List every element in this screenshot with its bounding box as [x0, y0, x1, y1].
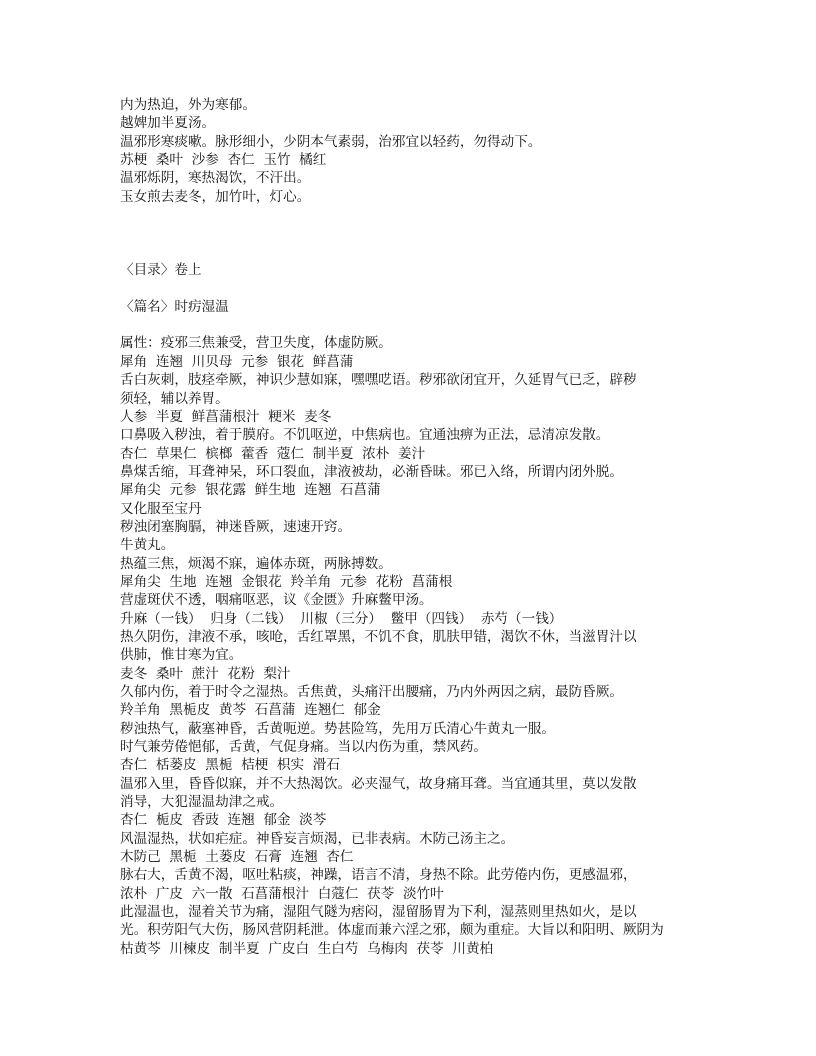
text-line: 舌白灰刺，肢痉牵厥，神识少慧如寐，嘿嘿呓语。秽邪欲闭宜开，久延胃气已乏，辟秽 [120, 372, 637, 389]
text-line: 杏仁 栝蒌皮 黑栀 桔梗 枳实 滑石 [120, 757, 340, 774]
blank-line [120, 279, 664, 297]
text-line: 〈篇名〉时疠湿温 [120, 298, 229, 315]
text-line: 犀角尖 元参 银花露 鲜生地 连翘 石菖蒲 [120, 482, 381, 499]
text-line: 风温湿热，状如疟症。神昏妄言烦渴，已非表病。木防己汤主之。 [120, 830, 515, 847]
text-line: 木防己 黑栀 土蒌皮 石膏 连翘 杏仁 [120, 849, 354, 866]
text-line: 内为热迫，外为寒郁。 [120, 97, 256, 113]
text-line: 供肺，惟甘寒为宜。 [120, 647, 243, 664]
text-line: 犀角尖 生地 连翘 金银花 羚羊角 元参 花粉 菖蒲根 [120, 573, 453, 590]
text-line: 玉女煎去麦冬，加竹叶，灯心。 [120, 188, 311, 205]
text-line: 越婢加半夏汤。 [120, 115, 216, 132]
text-line: 人参 半夏 鲜菖蒲根汁 粳米 麦冬 [120, 408, 332, 425]
text-line: 温邪形寒痰嗽。脉形细小，少阴本气素弱，治邪宜以轻药，勿得动下。 [120, 133, 542, 150]
text-line: 时气兼劳倦悒郁，舌黄，气促身痛。当以内伤为重，禁风药。 [120, 739, 488, 756]
text-line: 口鼻吸入秽浊，着于膜府。不饥呕逆，中焦病也。宜通浊痹为正法，忌清凉发散。 [120, 427, 610, 444]
text-line: 杏仁 栀皮 香豉 连翘 郁金 淡芩 [120, 812, 327, 829]
text-line: 麦冬 桑叶 蔗汁 花粉 梨汁 [120, 665, 291, 682]
text-line: 鼻煤舌缩，耳聋神呆，环口裂血，津液被劫，必渐昏昧。邪已入络，所谓内闭外脱。 [120, 463, 623, 480]
text-line: 又化服至宝丹 [120, 500, 202, 517]
text-line: 久郁内伤，着于时令之湿热。舌焦黄，头痛汗出腰痛，乃内外两因之病，最防昏厥。 [120, 684, 623, 700]
document-body [120, 96, 664, 958]
blank-line [120, 224, 664, 242]
text-line: 此湿温也，湿着关节为痛，湿阻气隧为痞闷，湿留肠胃为下利，湿蒸则里热如火，是以 [120, 904, 637, 921]
text-line: 秽浊热气，蔽塞神昏，舌黄呃逆。势甚险笃，先用万氏清心牛黄丸一服。 [120, 720, 555, 737]
text-line: 枯黄芩 川楝皮 制半夏 广皮白 生白芍 乌梅肉 茯苓 川黄柏 [120, 940, 494, 957]
text-line: 热久阴伤，津液不承，咳呛，舌红罩黑，不饥不食，肌肤甲错，渴饮不休，当滋胃汁以 [120, 628, 637, 645]
blank-line [120, 243, 664, 261]
text-line: 杏仁 草果仁 槟榔 藿香 蔻仁 制半夏 浓朴 姜汁 [120, 445, 426, 462]
text-line: 热蕴三焦，烦渴不寐，遍体赤斑，两脉搏数。 [120, 555, 392, 572]
text-line: 浓朴 广皮 六一散 石菖蒲根汁 白蔻仁 茯苓 淡竹叶 [120, 885, 444, 902]
text-line: 犀角 连翘 川贝母 元参 银花 鲜菖蒲 [120, 353, 354, 370]
blank-line [120, 316, 664, 334]
text-line: 温邪入里，昏昏似寐，并不大热渴饮。必夹湿气，故身痛耳聋。当宜通其里，莫以发散 [120, 775, 637, 792]
text-line: 脉右大，舌黄不渴，呕吐粘痰，神躁，语言不清，身热不除。此劳倦内伤，更感温邪， [120, 867, 637, 884]
text-line: 苏梗 桑叶 沙参 杏仁 玉竹 橘红 [120, 152, 327, 169]
text-line: 温邪烁阴，寒热渴饮，不汗出。 [120, 170, 311, 187]
text-line: 须轻，辅以养胃。 [120, 390, 229, 407]
text-line: 〈目录〉卷上 [120, 262, 202, 279]
text-line: 秽浊闭塞胸膈，神迷昏厥，速速开窍。 [120, 518, 352, 535]
text-line: 属性：疫邪三焦兼受，营卫失度，体虚防厥。 [120, 335, 392, 352]
text-line: 牛黄丸。 [120, 537, 175, 554]
text-line: 光。积劳阳气大伤，肠风营阴耗泄。体虚而兼六淫之邪，颇为重症。大旨以和阳明、厥阴为 [120, 922, 664, 939]
text-line: 羚羊角 黑栀皮 黄芩 石菖蒲 连翘仁 郁金 [120, 702, 381, 719]
blank-line [120, 206, 664, 224]
text-line: 营虚斑伏不透，咽痛呕恶，议《金匮》升麻鳖甲汤。 [120, 592, 433, 609]
text-line: 升麻（一钱） 归身（二钱） 川椒（三分） 鳖甲（四钱） 赤芍（一钱） [120, 610, 563, 627]
text-line: 消导，大犯湿温劫津之戒。 [120, 794, 284, 811]
